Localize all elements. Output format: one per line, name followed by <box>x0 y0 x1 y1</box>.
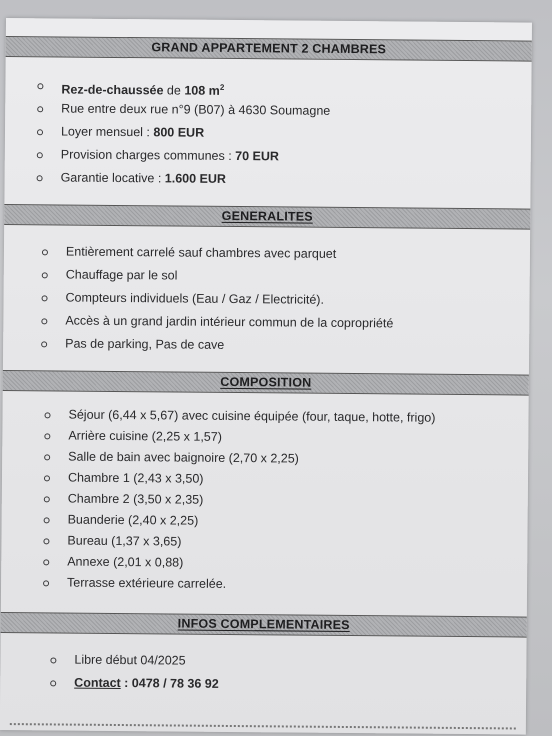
list-item: Pas de parking, Pas de cave <box>41 332 393 358</box>
rent-label: Loyer mensuel : <box>60 124 154 140</box>
list-item: Compteurs individuels (Eau / Gaz / Electricité). <box>41 286 393 312</box>
composition-list <box>43 404 436 596</box>
floor-label: Rez-de-chaussée <box>61 82 164 98</box>
generalites-list <box>41 240 394 358</box>
section-title: INFOS COMPLEMENTAIRES <box>177 616 350 633</box>
contact-label: Contact <box>74 675 121 691</box>
page-title: GRAND APPARTEMENT 2 CHAMBRES <box>151 40 387 57</box>
list-item: Buanderie (2,40 x 2,25) <box>44 509 435 533</box>
list-item: Entièrement carrelé sauf chambres avec parquet <box>42 240 394 266</box>
list-item: Séjour (6,44 x 5,67) avec cuisine équipée (four, taque, hotte, frigo) <box>44 404 435 428</box>
infos-list <box>50 648 219 695</box>
deposit-label: Garantie locative : <box>60 170 165 186</box>
list-item: Salle de bain avec baignoire (2,70 x 2,25) <box>44 446 435 470</box>
deposit-value: 1.600 EUR <box>164 171 227 186</box>
generalites-bar <box>4 204 530 230</box>
list-item <box>37 120 330 146</box>
list-item: Chambre 1 (2,43 x 3,50) <box>44 467 435 491</box>
composition-bar <box>3 370 529 396</box>
charges-label: Provision charges communes : <box>60 147 236 164</box>
surface-value: 108 m <box>184 83 220 98</box>
list-item: Arrière cuisine (2,25 x 1,57) <box>44 425 435 449</box>
list-item <box>37 143 330 169</box>
surface-unit-exponent: 2 <box>219 82 225 92</box>
charges-value: 70 EUR <box>235 149 280 164</box>
main-info-list <box>37 74 331 192</box>
title-bar <box>6 36 532 62</box>
availability-text: Libre début 04/2025 <box>74 652 186 668</box>
connector-text: de <box>163 83 185 98</box>
listing-sheet <box>0 18 532 735</box>
list-item <box>37 74 330 100</box>
list-item: Bureau (1,37 x 3,65) <box>43 530 434 554</box>
page-edge-divider <box>10 723 516 729</box>
list-item <box>37 97 330 123</box>
list-item: Chauffage par le sol <box>42 263 394 289</box>
list-item: Chambre 2 (3,50 x 2,35) <box>44 488 435 512</box>
infos-bar <box>1 612 527 638</box>
address-text: Rue entre deux rue n°9 (B07) à 4630 Soumagne <box>61 101 331 118</box>
list-item <box>50 648 219 672</box>
list-item <box>37 166 330 192</box>
contact-phone: : 0478 / 78 36 92 <box>120 676 219 691</box>
list-item: Terrasse extérieure carrelée. <box>43 572 434 596</box>
list-item: Accès à un grand jardin intérieur commun de la copropriété <box>41 309 393 335</box>
list-item <box>50 671 219 695</box>
section-title: GENERALITES <box>221 208 313 224</box>
section-title: COMPOSITION <box>220 374 312 390</box>
list-item: Annexe (2,01 x 0,88) <box>43 551 434 575</box>
rent-value: 800 EUR <box>153 125 205 140</box>
